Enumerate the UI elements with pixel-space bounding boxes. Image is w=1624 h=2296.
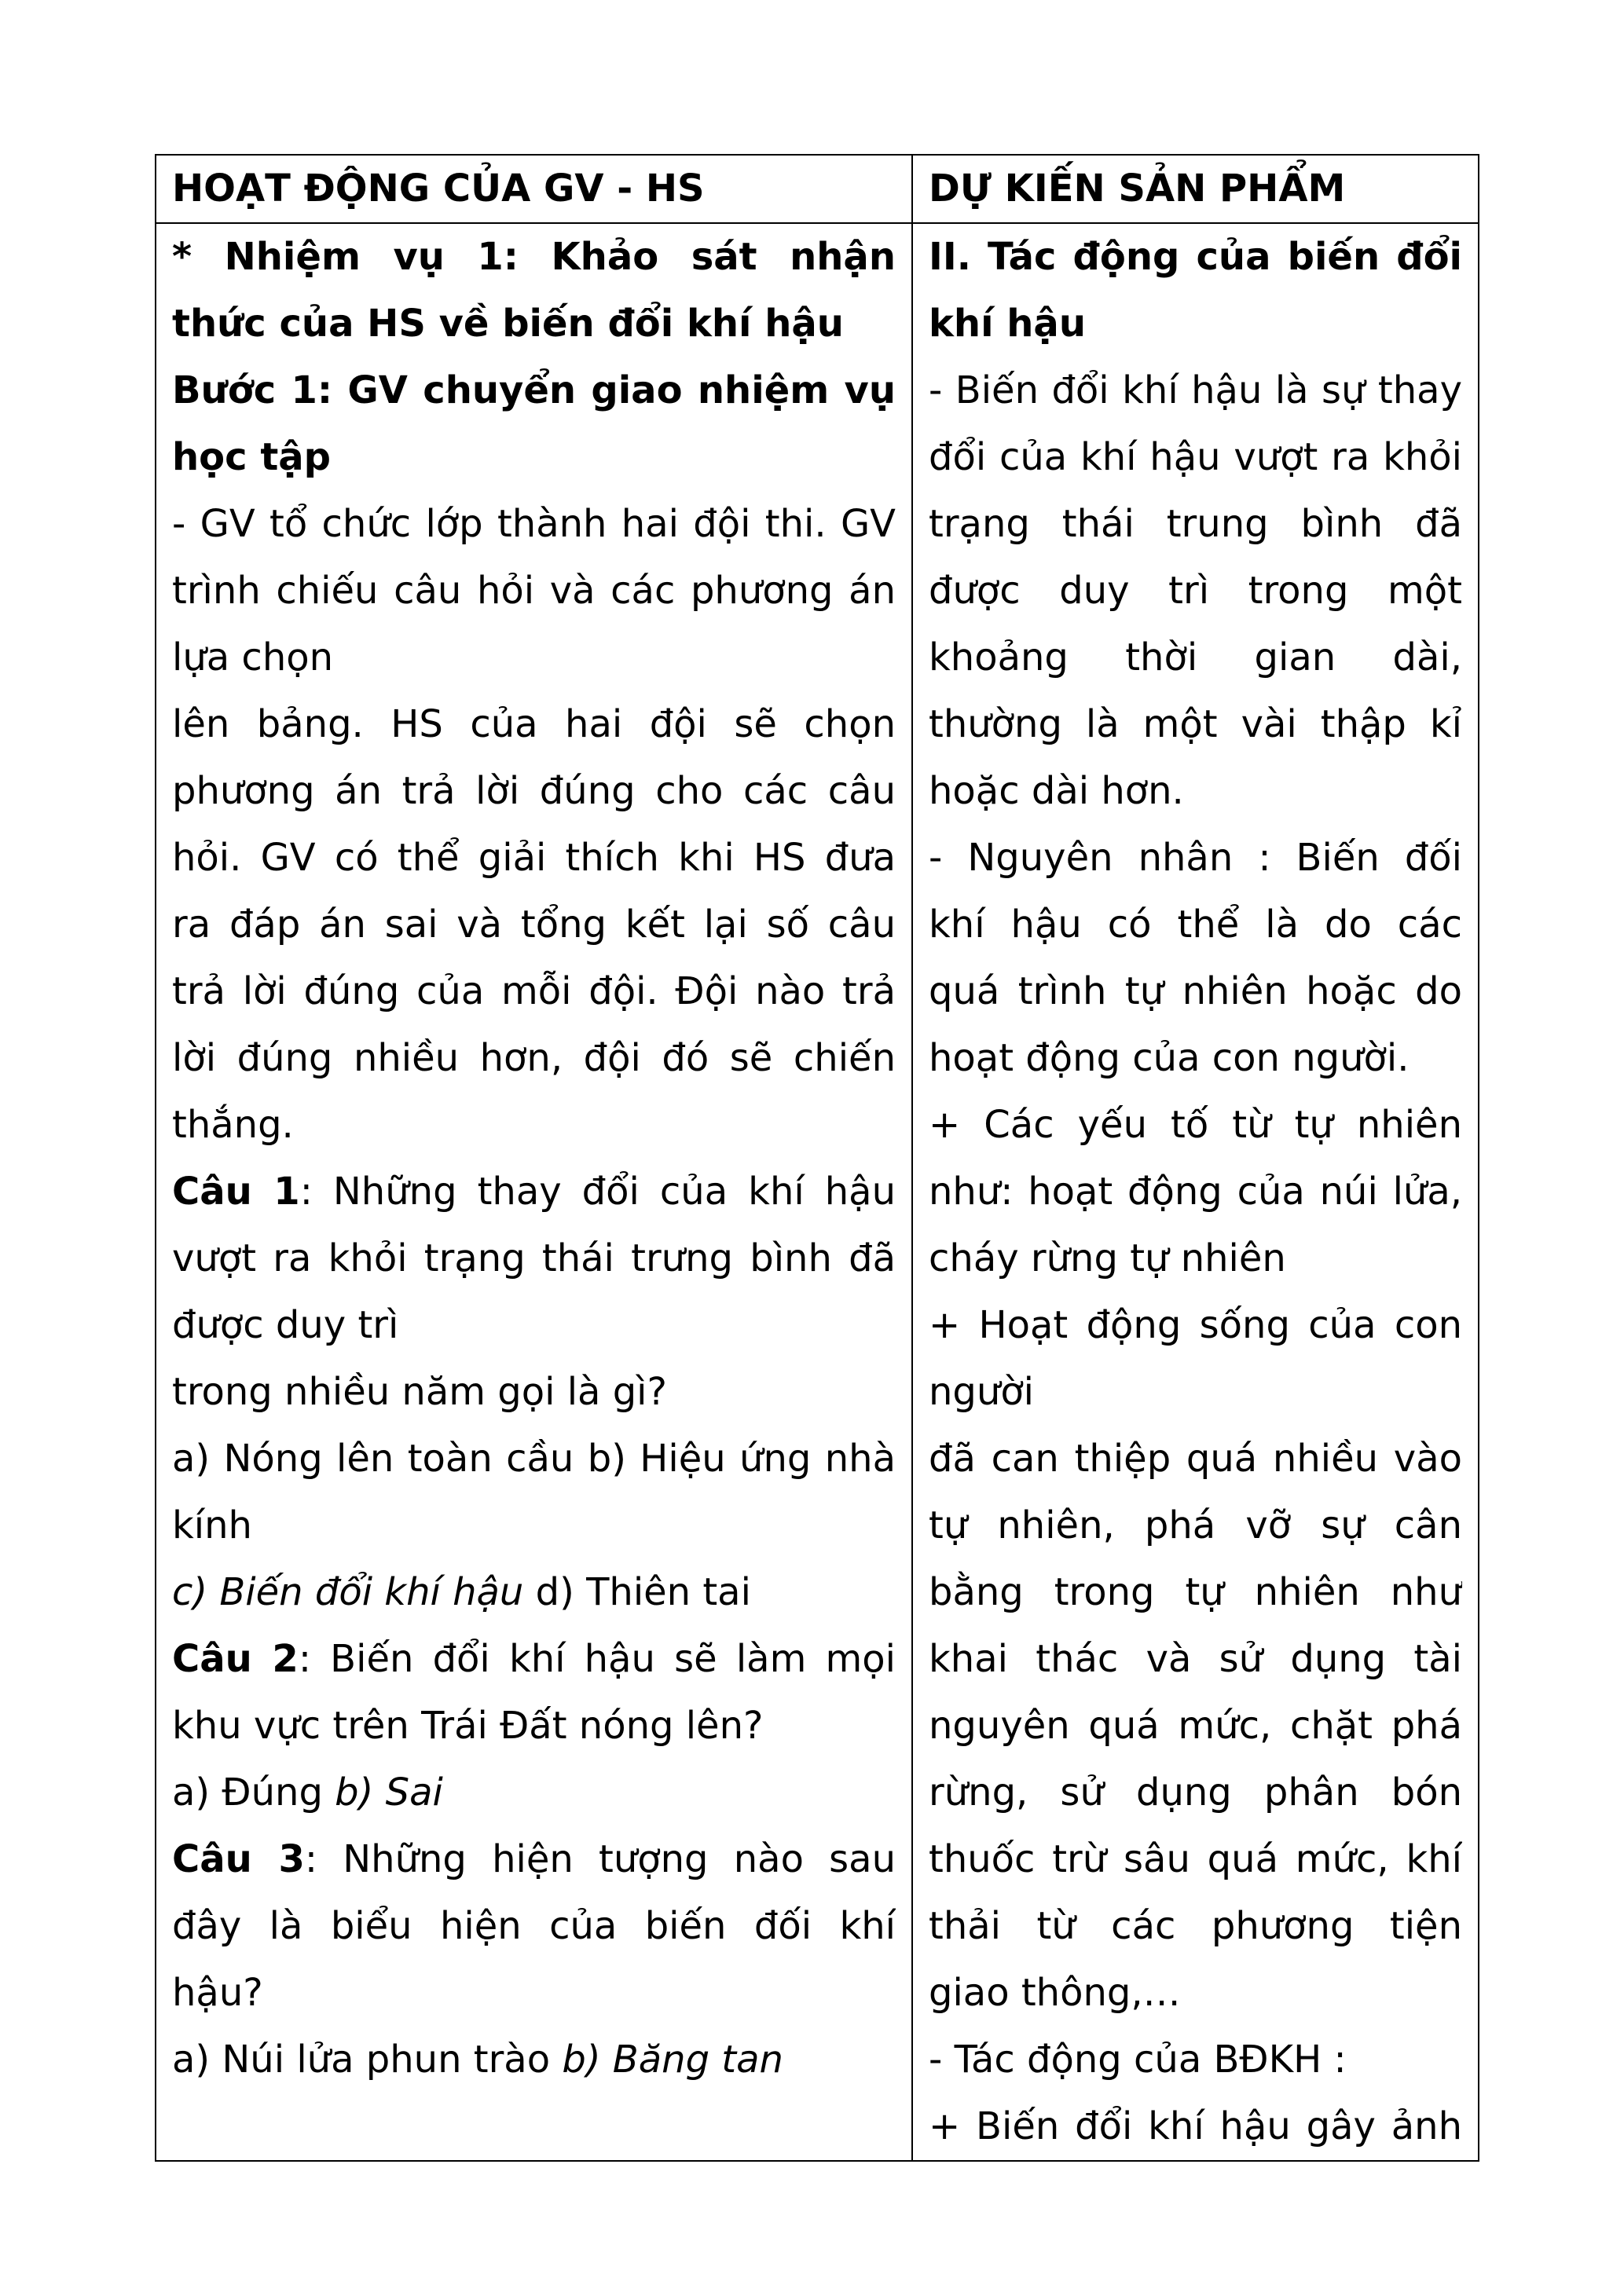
question-3-text: : Những hiện tượng nào sau: [304, 1837, 896, 1881]
table-header-row: [156, 155, 1479, 223]
question-3-label: Câu 3: [172, 1837, 305, 1881]
question-2-label: Câu 2: [172, 1637, 299, 1681]
intro-line: lên bảng. HS của hai đội sẽ chọn: [172, 702, 896, 746]
product-line: cháy rừng tự nhiên: [929, 1236, 1286, 1280]
product-line: đổi của khí hậu vượt ra khỏi: [929, 435, 1462, 479]
product-line: tự nhiên, phá vỡ sự cân: [929, 1503, 1462, 1547]
product-line: quá trình tự nhiên hoặc do: [929, 969, 1462, 1013]
question-1-options: kính: [172, 1503, 252, 1547]
product-line: + Hoạt động sống của con: [929, 1303, 1462, 1347]
task-heading-line: thức của HS về biến đổi khí hậu: [172, 302, 844, 346]
step-heading-line: Bước 1: GV chuyển giao nhiệm vụ: [172, 368, 896, 412]
question-3-options: [172, 2027, 896, 2093]
header-left-label: HOẠT ĐỘNG CỦA GV - HS: [172, 167, 705, 211]
product-line: - Biến đổi khí hậu là sự thay: [929, 368, 1462, 412]
question-3-line: đây là biểu hiện của biến đối khí: [172, 1904, 896, 1948]
header-right-label: DỰ KIẾN SẢN PHẨM: [929, 167, 1346, 211]
product-line: được duy trì trong một: [929, 569, 1462, 613]
product-line: thuốc trừ sâu quá mức, khí: [929, 1837, 1462, 1881]
question-1-line: trong nhiều năm gọi là gì?: [172, 1370, 667, 1414]
intro-line: trả lời đúng của mỗi đội. Đội nào trả: [172, 969, 896, 1013]
product-line: khí hậu có thể là do các: [929, 903, 1462, 947]
question-1-options: [172, 1559, 896, 1626]
section-heading-line: khí hậu: [929, 302, 1086, 346]
question-2-text: : Biến đổi khí hậu sẽ làm mọi: [298, 1637, 896, 1681]
intro-line: lựa chọn: [172, 635, 334, 679]
intro-line: lời đúng nhiều hơn, đội đó sẽ chiến: [172, 1036, 896, 1080]
intro-line: - GV tổ chức lớp thành hai đội thi. GV: [172, 502, 896, 546]
product-line: rừng, sử dụng phân bón: [929, 1771, 1462, 1814]
product-line: + Các yếu tố từ tự nhiên: [929, 1103, 1462, 1147]
question-3-line: [172, 1826, 896, 1893]
product-line: bằng trong tự nhiên như: [929, 1570, 1462, 1614]
product-line: khai thác và sử dụng tài: [929, 1637, 1462, 1681]
teacher-student-activity-cell: [156, 223, 912, 2161]
intro-line: trình chiếu câu hỏi và các phương án: [172, 569, 896, 613]
question-1-line: vượt ra khỏi trạng thái trưng bình đã: [172, 1236, 896, 1280]
question-1-line: được duy trì: [172, 1303, 399, 1347]
question-3-option-a: a) Núi lửa phun trào: [172, 2038, 563, 2082]
product-line: thải từ các phương tiện: [929, 1904, 1462, 1948]
step-heading-line: học tập: [172, 435, 332, 479]
header-left-cell: [156, 155, 912, 223]
product-line: như: hoạt động của núi lửa,: [929, 1170, 1462, 1214]
product-line: trạng thái trung bình đã: [929, 502, 1462, 546]
product-line: thường là một vài thập kỉ: [929, 702, 1462, 746]
product-line: - Tác động của BĐKH :: [929, 2038, 1347, 2082]
product-line: hoặc dài hơn.: [929, 769, 1184, 813]
question-1-option-d: d) Thiên tai: [523, 1570, 751, 1614]
header-right-cell: [912, 155, 1479, 223]
intro-line: phương án trả lời đúng cho các câu: [172, 769, 896, 813]
question-2-option-a: a) Đúng: [172, 1771, 335, 1814]
question-1-options: a) Nóng lên toàn cầu b) Hiệu ứng nhà: [172, 1437, 896, 1481]
intro-line: thắng.: [172, 1103, 294, 1147]
question-1-text: : Những thay đổi của khí hậu: [299, 1170, 896, 1214]
intro-line: hỏi. GV có thể giải thích khi HS đưa: [172, 836, 896, 880]
question-1-answer: c) Biến đổi khí hậu: [172, 1570, 524, 1614]
table-body-row: [156, 223, 1479, 2161]
expected-product-cell: [912, 223, 1479, 2161]
product-line: khoảng thời gian dài,: [929, 635, 1462, 679]
section-heading-line: II. Tác động của biến đổi: [929, 235, 1462, 279]
question-2-answer: b) Sai: [335, 1771, 443, 1814]
product-line: nguyên quá mức, chặt phá: [929, 1704, 1462, 1748]
question-2-options: [172, 1760, 896, 1826]
product-line: hoạt động của con người.: [929, 1036, 1410, 1080]
question-3-line: hậu?: [172, 1971, 263, 2015]
product-line: giao thông,…: [929, 1971, 1181, 2015]
question-3-answer: b) Băng tan: [562, 2038, 783, 2082]
question-2-line: khu vực trên Trái Đất nóng lên?: [172, 1704, 764, 1748]
question-2-line: [172, 1626, 896, 1693]
product-line: người: [929, 1370, 1035, 1414]
activity-table: [155, 154, 1479, 2162]
question-1-label: Câu 1: [172, 1170, 300, 1214]
product-line: đã can thiệp quá nhiều vào: [929, 1437, 1462, 1481]
question-1-line: [172, 1159, 896, 1225]
task-heading-line: * Nhiệm vụ 1: Khảo sát nhận: [172, 235, 896, 279]
product-line: + Biến đổi khí hậu gây ảnh: [929, 2104, 1462, 2148]
intro-line: ra đáp án sai và tổng kết lại số câu: [172, 903, 896, 947]
product-line: - Nguyên nhân : Biến đối: [929, 836, 1462, 880]
